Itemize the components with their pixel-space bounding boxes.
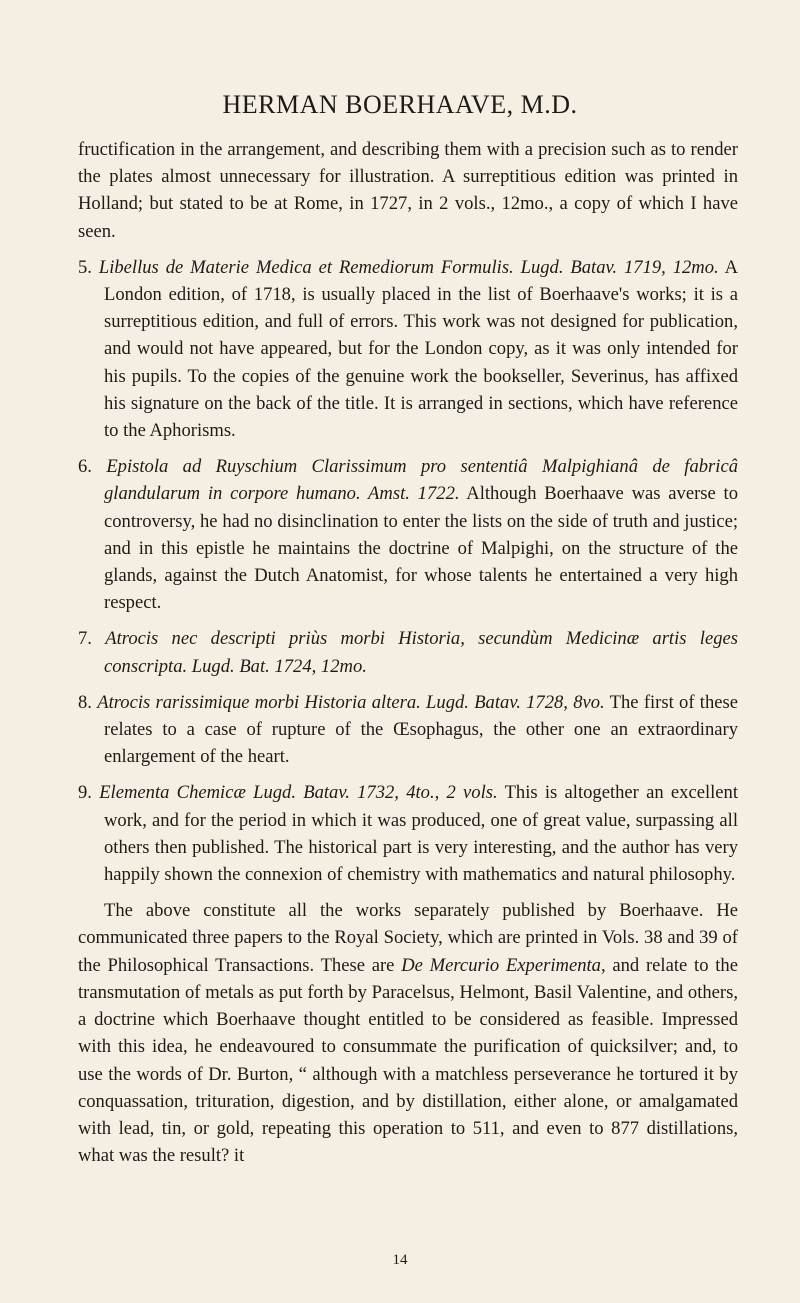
closing-italic-title: De Mercurio Experimenta, <box>401 954 606 976</box>
entry-title: Libellus de Materie Medica et Remediorum Formulis. Lugd. Batav. 1719, 12mo. <box>98 256 719 278</box>
bibliography-entry-7 <box>78 625 738 679</box>
entry-number: 5. <box>78 256 92 278</box>
entry-number: 9. <box>78 782 92 804</box>
page-number: 14 <box>392 1252 408 1268</box>
entry-number: 8. <box>78 691 92 713</box>
entry-title: Atrocis rarissimique morbi Historia altera. Lugd. Batav. 1728, 8vo. <box>97 691 605 713</box>
entry-text: This is altogether an excellent work, and for the period in which it was produced, one of great value, surpassing all others then published. The historical part is very interesting, and the author has very happily shown the connexion of chemistry with mathematics and natural philosophy. <box>104 782 739 886</box>
bibliography-entry-9 <box>78 779 738 888</box>
bibliography-entry-8 <box>78 689 738 771</box>
entry-title: Epistola ad Ruyschium Clarissimum pro sententiâ Malpighianâ de fabricâ glandularum in corpore humano. Amst. 1722. <box>104 456 738 505</box>
entry-title: Elementa Chemicæ Lugd. Batav. 1732, 4to., 2 vols. <box>99 782 498 804</box>
bibliography-entry-6 <box>78 453 738 616</box>
page-body <box>78 136 738 1178</box>
running-head: HERMAN BOERHAAVE, M.D. <box>222 90 578 119</box>
closing-text-part2: and relate to the transmutation of metals as put forth by Paracelsus, Helmont, Basil Valentine, and others, a doctrine which Boerhaave thought entitled to be considered as feasible. Impressed with this idea, he endeavoured to consummate the purification of quicksilver; and, to use the words of Dr. Burton, “ although with a matchless perseverance he tortured it by conquassation, trituration, digestion, and by distillation, either alone, or amalgamated with lead, tin, or gold, repeating this operation to 511, and even to 877 distillations, what was the result? it <box>78 954 738 1167</box>
entry-text: A London edition, of 1718, is usually placed in the list of Boerhaave's works; it is a surreptitious edition, and full of errors. This work was not designed for publication, and would not have appeared, but for the London copy, as it was only intended for his pupils. To the copies of the genuine work the bookseller, Severinus, has affixed his signature on the back of the title. It is arranged in sections, which have reference to the Aphorisms. <box>104 256 738 442</box>
entry-number: 7. <box>78 628 92 650</box>
bibliography-entry-5 <box>78 254 738 444</box>
entry-text: The first of these relates to a case of rupture of the Œsophagus, the other one an extraordinary enlargement of the heart. <box>104 691 738 768</box>
closing-paragraph <box>78 897 738 1169</box>
closing-text-part1: The above constitute all the works separately published by Boerhaave. He communicated three papers to the Royal Society, which are printed in Vols. 38 and 39 of the Philosophical Transactions. These are <box>78 900 738 976</box>
continuation-paragraph: fructification in the arrangement, and describing them with a precision such as to render the plates almost unnecessary for illustration. A surreptitious edition was printed in Holland; but stated to be at Rome, in 1727, in 2 vols., 12mo., a copy of which I have seen. <box>78 139 738 242</box>
entry-text: Although Boerhaave was averse to controversy, he had no disinclination to enter the lists on the side of truth and justice; and in this epistle he maintains the doctrine of Malpighi, on the structure of the glands, against the Dutch Anatomist, for whose talents he entertained a very high respect. <box>104 483 739 614</box>
entry-title: Atrocis nec descripti priùs morbi Historia, secundùm Medicinæ artis leges conscripta. Lugd. Bat. 1724, 12mo. <box>104 628 738 677</box>
entry-number: 6. <box>78 456 92 478</box>
